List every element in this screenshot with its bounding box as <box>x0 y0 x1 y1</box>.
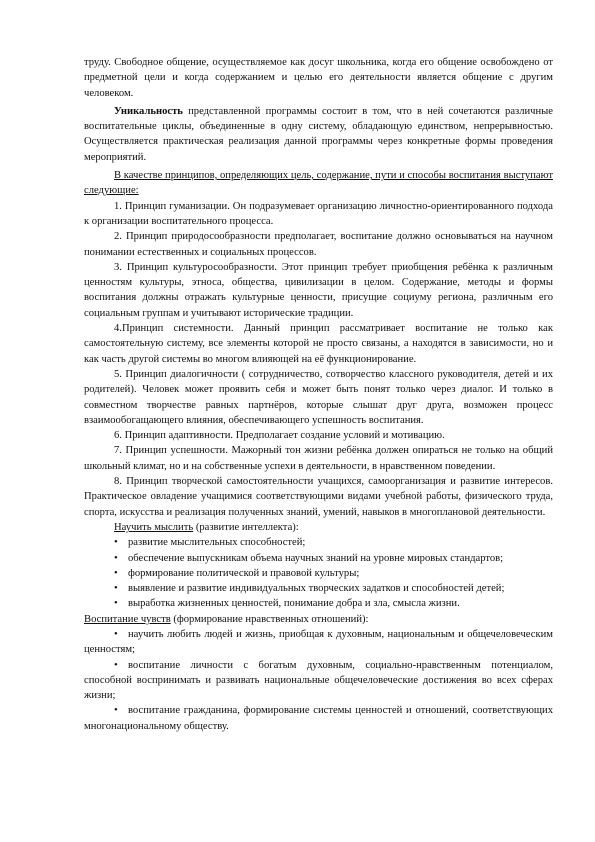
bullet-icon: • <box>114 567 118 579</box>
list-item-text: научить любить людей и жизнь, приобщая к духовным, национальным и общечеловеческим ценностям; <box>84 628 553 656</box>
bullet-icon: • <box>114 537 118 549</box>
list-item-text: обеспечение выпускникам объема научных знаний на уровне мировых стандартов; <box>128 552 504 564</box>
principle-2: 2. Принцип природосообразности предполагает, воспитание должно основываться на научном понимании естественных и социальных процессов. <box>84 231 553 258</box>
list-item <box>84 551 553 566</box>
intro-paragraph: труду. Свободное общение, осуществляемое как досуг школьника, когда его общение освобождено от предметной цели и когда содержанием и целью его деятельности является общение с другим человеком. <box>84 57 553 99</box>
list-item-text: воспитание гражданина, формирование системы ценностей и отношений, соответствующих многонациональному обществу. <box>84 705 553 732</box>
uniqueness-paragraph <box>84 104 553 165</box>
bullet-icon: • <box>114 583 118 595</box>
principle-7: 7. Принцип успешности. Мажорный тон жизни ребёнка должен опираться не только на общий школьный климат, но и на собственные успехи в деятельности, в нравственном поведении. <box>84 445 553 472</box>
think-term: Научить мыслить <box>114 521 194 533</box>
feel-rest: (формирование нравственных отношений): <box>170 613 369 625</box>
list-item-text: выявление и развитие индивидуальных творческих задатков и способностей детей; <box>128 583 505 595</box>
principle-3: 3. Принцип культуросообразности. Этот принцип требует приобщения ребёнка к различным ценностям культуры, этноса, общества, цивилизации в целом. Содержание, методы и формы воспитания должны отражать культурные ценности, присущие социуму региона, различным его социальным группам и учитывают исторические традиции. <box>84 261 553 319</box>
list-item <box>84 535 553 550</box>
uniqueness-text: представленной программы состоит в том, что в ней сочетаются различные воспитательные циклы, объединенные в одну систему, обладающую единством, непрерывностью. Осуществляется практическая реализация данной программы через конкретные формы проведения мероприятий. <box>84 105 553 163</box>
bullet-icon: • <box>114 598 118 610</box>
uniqueness-term: Уникальность <box>114 105 183 117</box>
bullet-icon: • <box>114 552 118 564</box>
principle-1: 1. Принцип гуманизации. Он подразумевает организацию личностно-ориентированного подхода к организации воспитательного процесса. <box>84 200 553 227</box>
list-item-text: формирование политической и правовой культуры; <box>128 567 360 579</box>
bullet-icon: • <box>114 705 118 717</box>
list-item-text: воспитание личности с богатым духовным, социально-нравственным потенциалом, способной воспринимать и развивать национальные общечеловеческие достижения во всех сферах жизни; <box>84 659 553 702</box>
list-item-text: выработка жизненных ценностей, понимание добра и зла, смысла жизни. <box>128 598 460 610</box>
principle-4: 4.Принцип системности. Данный принцип рассматривает воспитание не только как самостоятельную систему, все элементы которой не просто связаны, а находятся в зависимости, но и как часть другой системы во многом влияющей на её функционирование. <box>84 323 553 365</box>
feel-term: Воспитание чувств <box>84 613 171 625</box>
list-item <box>84 581 553 596</box>
list-item <box>84 658 553 704</box>
bullet-icon: • <box>114 628 118 640</box>
think-heading <box>84 520 553 535</box>
bullet-icon: • <box>114 659 118 671</box>
list-item <box>84 566 553 581</box>
list-item <box>84 703 553 734</box>
feel-heading <box>84 612 553 627</box>
principles-heading: В качестве принципов, определяющих цель, содержание, пути и способы воспитания выступают следующие: <box>84 170 553 197</box>
think-rest: (развитие интеллекта): <box>193 521 299 533</box>
list-item-text: развитие мыслительных способностей; <box>128 537 306 549</box>
list-item <box>84 627 553 658</box>
principle-5: 5. Принцип диалогичности ( сотрудничество, сотворчество классного руководителя, детей и их родителей). Человек может проявить себя и может быть понят только через диалог. И только в совместном творчестве равных партнёров, которые слышат друг друга, возможен процесс взаимообогащающего влияния, обеспечивающего успешность воспитания. <box>84 368 553 426</box>
principle-8: 8. Принцип творческой самостоятельности учащихся, самоорганизация и развитие интересов. Практическое овладение учащимися соответствующими видами учебной работы, физического труда, спорта, искусства и реализация полученных знаний, умений, навыков в многоплановой деятельности. <box>84 476 553 518</box>
list-item <box>84 596 553 611</box>
principle-6: 6. Принцип адаптивности. Предполагает создание условий и мотивацию. <box>114 430 445 442</box>
